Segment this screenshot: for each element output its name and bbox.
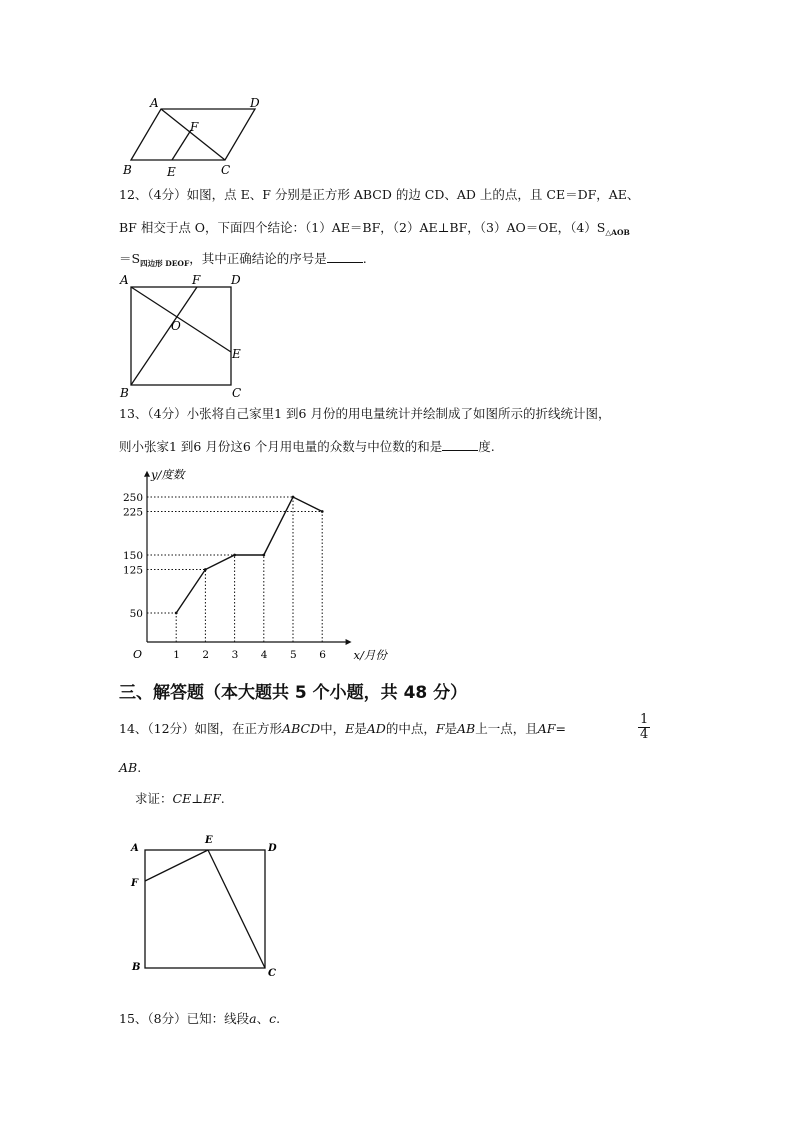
- q12-answer-blank[interactable]: [327, 251, 363, 263]
- q14-line2: [119, 761, 141, 775]
- q14-text-5: 是: [444, 721, 458, 736]
- q11-label-e: E: [167, 165, 176, 179]
- chart-x-tick-label: 5: [290, 649, 297, 661]
- q14-text-6: 上一点，且: [475, 721, 538, 736]
- q14-text-3: 是: [354, 721, 367, 736]
- q12-square: [131, 287, 231, 385]
- q12-label-o: O: [171, 319, 181, 333]
- q12-line3: [119, 251, 367, 271]
- chart-y-tick-label: 225: [122, 506, 143, 519]
- chart-x-tick-label: 6: [319, 649, 326, 661]
- q12-segment-ae: [131, 287, 231, 352]
- q14-prove-end: .: [220, 791, 225, 806]
- q13-line1: 13、（4分）小张将自己家里1 到6 月份的用电量统计并绘制成了如图所示的折线统计图，: [119, 406, 611, 421]
- q14-segment-fe: [145, 850, 208, 881]
- q14-label-a: A: [131, 843, 139, 854]
- q12-label-c: C: [232, 386, 242, 400]
- q15-segment-c: c: [269, 1011, 277, 1026]
- q12-area-aob-subscript: △AOB: [605, 228, 630, 237]
- q14-prove-statement: CE⊥EF: [172, 791, 221, 806]
- chart-data-point: [321, 510, 324, 513]
- q15-text: 15、（8分）已知：线段: [119, 1011, 250, 1026]
- q13-line2-pre: 则小张家1 到6 月份这6 个月用电量的众数与中位数的和是: [119, 439, 443, 454]
- q14-segment-ec: [208, 850, 265, 968]
- q12-line3-post: ，其中正确结论的序号是: [189, 251, 327, 266]
- q14-text-2: 中，: [320, 721, 346, 736]
- q12-label-f: F: [192, 273, 201, 287]
- q14-side-ab: AB: [457, 721, 476, 736]
- q11-label-a: A: [150, 96, 159, 110]
- q14-square-name: ABCD: [282, 721, 321, 736]
- q15-end: .: [276, 1011, 281, 1026]
- q14-af-label: AF=: [537, 721, 566, 736]
- q13-answer-blank[interactable]: [442, 439, 478, 451]
- q12-segment-bf: [131, 287, 197, 385]
- q15-segment-a: a: [249, 1011, 257, 1026]
- chart-x-tick-label: 4: [260, 649, 268, 661]
- q11-segment-ef: [172, 130, 191, 160]
- section-heading: 三、解答题（本大题共 5 个小题，共 48 分）: [119, 683, 468, 703]
- q12-area-deof-subscript: 四边形 DEOF: [140, 259, 190, 268]
- q14-prove: [135, 792, 225, 806]
- q14-fraction-numerator: 1: [640, 712, 649, 727]
- chart-y-tick-label: 125: [122, 564, 143, 577]
- q14-figure: [125, 832, 285, 982]
- chart-origin-label: O: [133, 648, 143, 661]
- chart-x-axis-label: x/月份: [353, 648, 387, 662]
- q14-text-4: 的中点，: [385, 721, 436, 736]
- q14-line1: [119, 722, 566, 736]
- chart-y-tick-label: 50: [129, 608, 143, 620]
- q11-diagonal-ac: [161, 109, 225, 160]
- q12-line3-end: .: [362, 251, 367, 266]
- chart-data-point: [175, 612, 178, 615]
- q13-line2-post: 度.: [478, 439, 495, 454]
- q15-separator: 、: [256, 1011, 270, 1026]
- q12-line3-pre: ＝S: [119, 251, 141, 266]
- q14-label-d: D: [268, 843, 277, 854]
- q14-label-c: C: [268, 968, 276, 979]
- chart-y-tick-label: 250: [122, 492, 143, 504]
- q11-figure: [115, 90, 275, 180]
- q11-label-f: F: [190, 120, 199, 134]
- q14-line2-end: .: [137, 760, 142, 775]
- q13-line2: [119, 439, 495, 454]
- q12-figure: [115, 270, 255, 402]
- chart-series-line: [176, 497, 322, 613]
- q12-line2-text: BF 相交于点 O，下面四个结论：（1）AE＝BF，（2）AE⊥BF，（3）AO＝OE，（4）S: [119, 220, 606, 235]
- chart-x-tick-label: 1: [173, 649, 180, 661]
- q12-label-e: E: [232, 347, 241, 361]
- chart-data-point: [262, 554, 265, 557]
- q14-fraction: [638, 713, 650, 742]
- q12-line1: 12、（4分）如图，点 E、F 分别是正方形 ABCD 的边 CD、AD 上的点，且 CE＝DF，AE、: [119, 187, 640, 202]
- q14-text-1: 14、（12分）如图，在正方形: [119, 721, 283, 736]
- q12-label-a: A: [120, 273, 129, 287]
- q14-label-e: E: [205, 835, 213, 846]
- chart-y-tick-label: 150: [122, 550, 143, 562]
- chart-y-axis-arrow: [144, 471, 150, 477]
- q13-line-chart: [115, 463, 395, 663]
- q14-side-ad: AD: [366, 721, 386, 736]
- chart-x-tick-label: 2: [202, 649, 210, 661]
- chart-data-point: [233, 554, 236, 557]
- q12-label-d: D: [231, 273, 241, 287]
- q14-label-f: F: [131, 878, 139, 889]
- chart-y-axis-label: y/度数: [151, 467, 185, 482]
- q14-label-b: B: [132, 962, 141, 973]
- chart-x-axis-arrow: [346, 639, 352, 645]
- q15-line: [119, 1012, 280, 1026]
- q14-prove-label: 求证：: [135, 791, 173, 806]
- q12-label-b: B: [120, 386, 129, 400]
- q14-point-f: F: [435, 721, 445, 736]
- q14-fraction-denominator: 4: [640, 727, 649, 742]
- q11-label-b: B: [123, 163, 132, 177]
- q14-ab-continued: AB: [119, 760, 138, 775]
- chart-x-tick-label: 3: [231, 649, 239, 661]
- q14-point-e: E: [345, 721, 355, 736]
- q12-line2: [119, 221, 630, 240]
- chart-data-point: [204, 568, 207, 571]
- chart-data-point: [292, 496, 295, 499]
- q14-square: [145, 850, 265, 968]
- q11-label-d: D: [250, 96, 260, 110]
- q11-label-c: C: [221, 163, 231, 177]
